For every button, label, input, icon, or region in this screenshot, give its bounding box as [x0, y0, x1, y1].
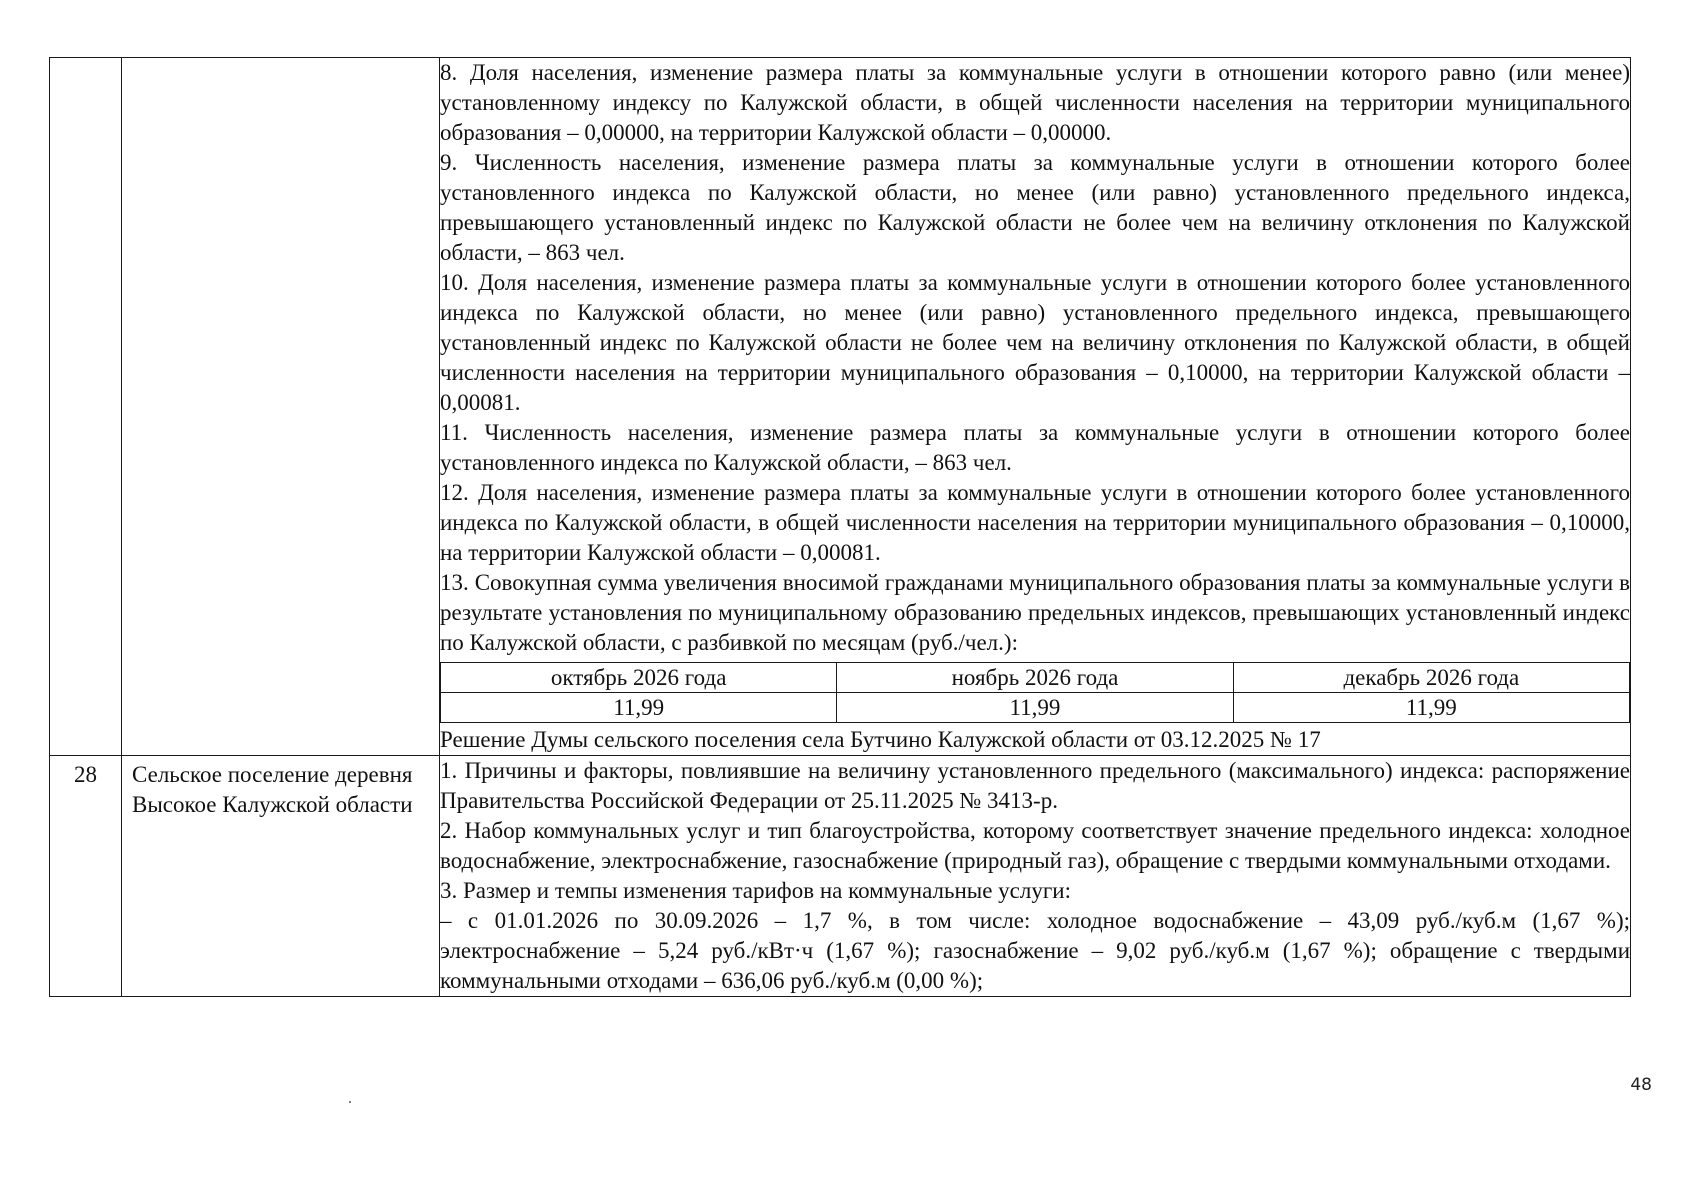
details-cell [440, 58, 1631, 756]
municipality-name-cell [122, 756, 440, 997]
month-value-october: 11,99 [441, 693, 837, 723]
paragraph-item-12: 12. Доля населения, изменение размера платы за коммунальные услуги в отношении которого более установленного индекса по Калужской области, в общей численности населения на территории муниципального образования – 0,10000, на территории Калужской области – 0,00081. [440, 480, 1630, 565]
table-row-28 [50, 756, 1631, 997]
paragraph-item-1: 1. Причины и факторы, повлиявшие на величину установленного предельного (максимального) индекса: распоряжение Правительства Российской Федерации от 25.11.2025 № 3413-р. [440, 758, 1630, 813]
month-value-december: 11,99 [1233, 693, 1629, 723]
row-number: 28 [74, 762, 97, 787]
paragraph-item-13: 13. Совокупная сумма увеличения вносимой гражданами муниципального образования платы за коммунальные услуги в результате установления по муниципальному образованию предельных индексов, превышающих установленный индекс по Калужской области, с разбивкой по месяцам (руб./чел.): [440, 570, 1630, 655]
details-cell [440, 756, 1631, 997]
tariff-change-line: – с 01.01.2026 по 30.09.2026 – 1,7 %, в том числе: холодное водоснабжение – 43,09 руб./куб.м (1,67 %); электроснабжение – 5,24 руб./кВт·ч (1,67 %); газоснабжение – 9,02 руб./куб.м (1,67 %); обращение с твердыми коммунальными отходами – 636,06 руб./куб.м (0,00 %); [440, 908, 1630, 993]
paragraph-item-11: 11. Численность населения, изменение размера платы за коммунальные услуги в отношении которого более установленного индекса по Калужской области, – 863 чел. [440, 420, 1630, 475]
paragraph-item-2: 2. Набор коммунальных услуг и тип благоустройства, которому соответствует значение предельного индекса: холодное водоснабжение, электроснабжение, газоснабжение (природный газ), обращение с твердыми коммунальными отходами. [440, 818, 1630, 873]
scan-speck [349, 1101, 351, 1103]
monthly-value-row [441, 693, 1630, 723]
month-header-december: декабрь 2026 года [1233, 663, 1629, 693]
municipality-name-cell [122, 58, 440, 756]
month-header-october: октябрь 2026 года [441, 663, 837, 693]
paragraph-item-10: 10. Доля населения, изменение размера платы за коммунальные услуги в отношении которого более установленного индекса по Калужской области, но менее (или равно) установленного предельного индекса, превышающего установленный индекс по Калужской области не более чем на величину отклонения по Калужской области, в общей численности населения на территории муниципального образования – 0,10000, на территории Калужской области – 0,00081. [440, 270, 1630, 415]
decision-reference: Решение Думы сельского поселения села Бутчино Калужской области от 03.12.2025 № 17 [440, 727, 1321, 752]
monthly-header-row [441, 663, 1630, 693]
paragraph-item-8: 8. Доля населения, изменение размера платы за коммунальные услуги в отношении которого равно (или менее) установленному индексу по Калужской области, в общей численности населения на территории муниципального образования – 0,00000, на территории Калужской области – 0,00000. [440, 60, 1630, 145]
row-number [50, 58, 121, 62]
monthly-increase-table [440, 662, 1630, 723]
month-header-november: ноябрь 2026 года [837, 663, 1233, 693]
municipality-name: Сельское поселение деревня Высокое Калужской области [132, 762, 413, 817]
paragraph-item-3: 3. Размер и темпы изменения тарифов на коммунальные услуги: [440, 878, 1071, 903]
tariff-index-table [49, 57, 1631, 997]
row-number-cell [50, 756, 122, 997]
row-number-cell [50, 58, 122, 756]
municipality-name [122, 58, 439, 62]
page-number: 48 [1630, 1075, 1652, 1095]
table-row-continued [50, 58, 1631, 756]
month-value-november: 11,99 [837, 693, 1233, 723]
paragraph-item-9: 9. Численность населения, изменение размера платы за коммунальные услуги в отношении которого более установленного индекса по Калужской области, но менее (или равно) установленного предельного индекса, превышающего установленный индекс по Калужской области не более чем на величину отклонения по Калужской области, – 863 чел. [440, 150, 1630, 265]
